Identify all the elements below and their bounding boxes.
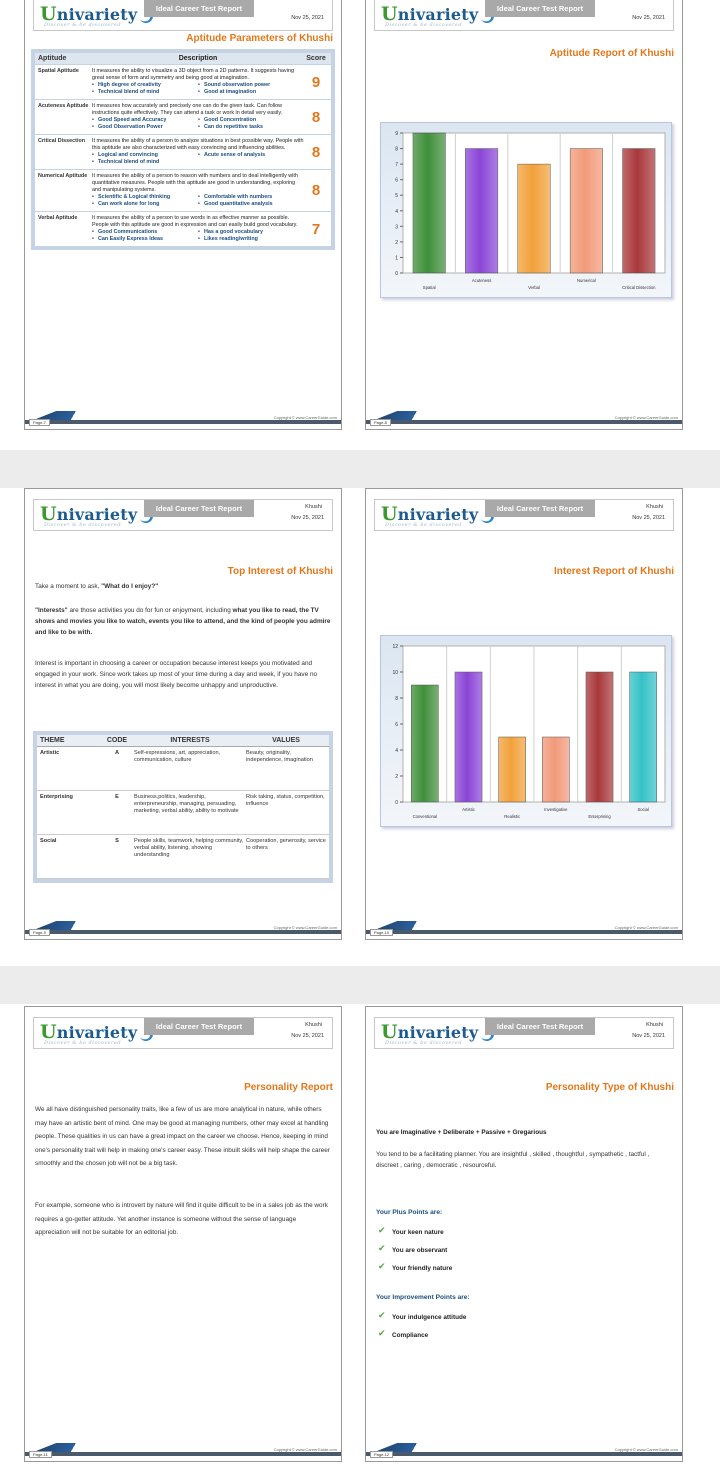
page-title: Aptitude Parameters of Khushi xyxy=(186,33,333,44)
interest-table xyxy=(33,731,333,883)
page-footer: Page-9 Copyright © www.CareerGuide.com xyxy=(25,919,341,939)
page-header: Univariety Discover & be discovered Ideal Career Test Report Nov 25, 2021 xyxy=(374,0,674,31)
personality-headline: You are Imaginative + Deliberate + Passive + Gregarious xyxy=(376,1129,547,1136)
aptitude-bullet: • Technical blend of mind xyxy=(92,159,198,166)
aptitude-bullet: • Scientific & Logical thinking xyxy=(92,194,198,201)
table-row xyxy=(35,169,331,211)
page-12 xyxy=(365,1006,683,1462)
aptitude-bullet: • Likes reading/writing xyxy=(198,236,304,243)
interest-bar-chart xyxy=(381,636,673,826)
page-header xyxy=(33,0,333,31)
aptitude-score: 7 xyxy=(311,220,321,238)
bar xyxy=(586,672,613,802)
aptitude-bullet: • Can do repetitive tasks xyxy=(198,124,304,131)
bar xyxy=(623,149,655,273)
page-title: Aptitude Report of Khushi xyxy=(549,48,674,59)
aptitude-score: 8 xyxy=(311,143,321,161)
y-tick-label: 7 xyxy=(395,162,398,169)
aptitude-bullet: • Good Speed and Accuracy xyxy=(92,117,198,124)
student-name: Khushi xyxy=(305,504,322,510)
y-tick-label: 5 xyxy=(395,193,398,200)
aptitude-name: Spatial Aptitude xyxy=(38,68,79,74)
page-title: Personality Type of Khushi xyxy=(545,1082,674,1093)
personality-description: You tend to be a facilitating planner. You are insightful , skilled , thoughtful , sympathetic , tactful , discreet , caring , democratic , resourceful. xyxy=(376,1151,650,1169)
y-tick-label: 1 xyxy=(395,255,398,262)
interest-para-2: Interest is important in choosing a career or occupation because interest keeps you motivated and engaged in your work. Since work takes up most of your time during a day and week, if you have no interest in what you are doing, you will most likely become unhappy and unproductive. xyxy=(35,660,318,689)
page-number: Page-7 xyxy=(29,419,50,426)
y-tick-label: 0 xyxy=(395,271,398,277)
personality-para-2: For example, someone who is introvert by nature will find it quite difficult to be in a sales job as the work requires a go-getter attitude. Yet another instance is someone without the sense of language appreciation will not be suitable for an editorial job. xyxy=(35,1202,328,1236)
aptitude-description: It measures the ability of a person to reason with numbers and to deal intelligently with quantitative measures. People with this aptitude are good in understanding, exploring and manipulating systems. • Scientific & Logical thinking • Comfortable with numbers • Can work alone for long • Good quantitative analysis xyxy=(92,173,304,208)
aptitude-bullet: • High degree of creativity xyxy=(92,82,198,89)
page-title: Personality Report xyxy=(244,1082,333,1093)
y-tick-label: 3 xyxy=(395,224,398,231)
page-9 xyxy=(24,488,342,940)
y-tick-label: 2 xyxy=(395,774,398,780)
check-item: ✔ You are observant xyxy=(376,1245,672,1256)
improvement-points-list xyxy=(376,1312,672,1348)
x-tick-label: Enterprising xyxy=(588,814,611,819)
x-tick-label: Spatial xyxy=(422,285,436,290)
y-tick-label: 10 xyxy=(392,670,398,676)
page-header: Univariety Discover & be discovered Ideal Career Test Report Khushi Nov 25, 2021 xyxy=(374,499,674,531)
theme-cell: Enterprising xyxy=(40,794,73,800)
bar xyxy=(465,149,497,273)
interests-cell: Business,politics, leadership, enterpreneurship, managing, persuading, marketing, verbal ability, ability to motivate xyxy=(134,794,239,814)
aptitude-score: 8 xyxy=(311,108,321,126)
page-title: Top Interest of Khushi xyxy=(227,566,333,577)
x-tick-label: Investigative xyxy=(544,807,568,812)
bar xyxy=(630,672,657,802)
tagline: Discover & be discovered xyxy=(44,22,122,28)
code-cell: A xyxy=(114,750,120,756)
table-row xyxy=(37,747,329,791)
table-row xyxy=(37,791,329,835)
interest-chart xyxy=(380,635,672,827)
bar xyxy=(499,737,526,802)
y-tick-label: 12 xyxy=(392,644,398,650)
aptitude-bullet: • Comfortable with numbers xyxy=(198,194,304,201)
bar xyxy=(542,737,569,802)
univariety-logo: Univariety xyxy=(381,1021,494,1043)
aptitude-name: Acuteness Aptitude xyxy=(38,103,89,109)
plus-points-list xyxy=(376,1227,672,1281)
aptitude-bullet: • Good Observation Power xyxy=(92,124,198,131)
plus-points-title: Your Plus Points are: xyxy=(376,1209,443,1216)
x-tick-label: Critical Dissection xyxy=(622,285,656,290)
improvement-points-title: Your Improvement Points are: xyxy=(376,1294,470,1301)
aptitude-bullet: • Logical and convincing xyxy=(92,152,198,159)
table-row xyxy=(35,134,331,169)
y-tick-label: 6 xyxy=(395,177,398,184)
x-tick-label: Verbal xyxy=(528,285,540,290)
aptitude-bullet: • Good Communications xyxy=(92,229,198,236)
univariety-logo: Univariety xyxy=(40,3,153,25)
page-footer: Page-10 Copyright © www.CareerGuide.com xyxy=(366,919,682,939)
check-item: ✔ Your keen nature xyxy=(376,1227,672,1238)
interests-cell: Self-expressions, art, appreciation, communication, culture xyxy=(134,750,221,763)
y-tick-label: 4 xyxy=(395,748,398,754)
page-separator xyxy=(0,450,720,488)
aptitude-chart xyxy=(380,122,672,298)
univariety-logo: Univariety xyxy=(40,1021,153,1043)
x-tick-label: Acuteness xyxy=(471,278,492,283)
aptitude-score: 9 xyxy=(311,73,321,91)
table-row xyxy=(37,835,329,879)
code-cell: E xyxy=(115,794,119,800)
aptitude-name: Numerical Aptitude xyxy=(38,173,88,179)
table-header: THEME CODE INTERESTS VALUES xyxy=(37,735,329,747)
x-tick-label: Numerical xyxy=(576,278,596,283)
aptitude-bar-chart xyxy=(381,123,673,297)
page-footer: Page-12 Copyright © www.CareerGuide.com xyxy=(366,1441,682,1461)
table-row xyxy=(35,99,331,134)
report-date: Nov 25, 2021 xyxy=(291,15,324,21)
aptitude-bullet: • Good Concentration xyxy=(198,117,304,124)
page-separator xyxy=(0,966,720,1004)
page-10 xyxy=(365,488,683,940)
bar xyxy=(518,164,550,273)
personality-para-1: We all have distinguished personality traits, like a few of us are more analytical in nature, while others may have an artistic bent of mind. One may be good at managing numbers, other may excel at handling people. These qualities in us can have a great impact on the career we choose. Hence, keeping in mind one's personality trait will help in making one's career easy. These inbuilt skills will help shape the career smoothly and the chosen job will not be a big task. xyxy=(35,1106,330,1167)
aptitude-description: It measures the ability to visualize a 3D object from a 2D patterns. It suggests having great sense of form and symmetry and being good at imagination. • High degree of creativity • Sound observation power • Technical blend of mind • Good at imagination xyxy=(92,68,304,96)
page-8 xyxy=(365,0,683,430)
aptitude-bullet: • Good at imagination xyxy=(198,89,304,96)
values-cell: Beauty, originality, independence, imagination xyxy=(246,750,313,763)
page-footer: Page-8 Copyright © www.CareerGuide.com xyxy=(366,409,682,429)
x-tick-label: Social xyxy=(637,807,649,812)
page-footer xyxy=(25,409,341,429)
aptitude-bullet: • Can work alone for long xyxy=(92,201,198,208)
x-tick-label: Realistic xyxy=(504,814,521,819)
bar xyxy=(455,672,482,802)
check-item: ✔ Compliance xyxy=(376,1330,672,1341)
code-cell: S xyxy=(115,838,119,844)
aptitude-name: Verbal Aptitude xyxy=(38,215,78,221)
x-tick-label: Artistic xyxy=(462,807,475,812)
aptitude-score: 8 xyxy=(311,182,321,199)
y-tick-label: 9 xyxy=(395,131,398,137)
table-header: Aptitude Description Score xyxy=(35,53,331,64)
table-row xyxy=(35,64,331,99)
y-tick-label: 6 xyxy=(395,722,398,728)
univariety-logo: Univariety xyxy=(40,503,153,525)
page-title: Interest Report of Khushi xyxy=(553,566,674,577)
check-item: ✔ Your indulgence attitude xyxy=(376,1312,672,1323)
copyright: Copyright © www.CareerGuide.com xyxy=(273,415,337,420)
values-cell: Cooperation, generosity, service to others xyxy=(246,838,326,851)
aptitude-bullet: • Good quantitative analysis xyxy=(198,201,304,208)
univariety-logo: Univariety xyxy=(381,503,494,525)
interest-para-1: "Interests" are those activities you do for fun or enjoyment, including what you like to read, the TV shows and movies you like to watch, events you like to attend, and the kind of people you admire and like to be with. xyxy=(35,607,331,636)
y-tick-label: 0 xyxy=(395,800,398,806)
y-tick-label: 8 xyxy=(395,146,398,153)
page-footer: Page-11 Copyright © www.CareerGuide.com xyxy=(25,1441,341,1461)
aptitude-bullet: • Sound observation power xyxy=(198,82,304,89)
aptitude-description: It measures the ability of a person to analyze situations in best possible way. People with this aptitude are also characterized with easy convincing and influencing abilities. • Logical and convincing • Acute sense of analysis • Technical blend of mind xyxy=(92,138,304,166)
theme-cell: Artistic xyxy=(40,750,60,756)
bar xyxy=(413,133,445,273)
univariety-logo: Univariety xyxy=(381,3,494,25)
aptitude-bullet: • Acute sense of analysis xyxy=(198,152,304,159)
page-header: Univariety Discover & be discovered Ideal Career Test Report Khushi Nov 25, 2021 xyxy=(33,499,333,531)
bar xyxy=(411,685,438,802)
aptitude-bullet: • Has a good vocabulary xyxy=(198,229,304,236)
aptitude-description: It measures the ability of a person to use words in as effective manner as possible. People with this aptitude are good in expression and can easily build good vocabulary. • Good Communications • Has a good vocabulary • Can Easily Express Ideas • Likes reading/writing xyxy=(92,215,304,243)
theme-cell: Social xyxy=(40,838,57,844)
table-row xyxy=(35,211,331,246)
aptitude-description: It measures how accurately and precisely one can do the given task. Can follow instructions quite effectively. They can attend a task or work in detail very easily. • Good Speed and Accuracy • Good Concentration • Good Observation Power • Can do repetitive tasks xyxy=(92,103,304,131)
page-11 xyxy=(24,1006,342,1462)
page-header: Univariety Discover & be discovered Ideal Career Test Report Khushi Nov 25, 2021 xyxy=(374,1017,674,1049)
interest-intro: Take a moment to ask, "What do I enjoy?" xyxy=(35,583,159,590)
check-item: ✔ Your friendly nature xyxy=(376,1263,672,1274)
y-tick-label: 8 xyxy=(395,696,398,702)
aptitude-name: Critical Dissection xyxy=(38,138,86,144)
report-title: Ideal Career Test Report xyxy=(144,0,254,17)
aptitude-bullet: • Technical blend of mind xyxy=(92,89,198,96)
aptitude-bullet: • Can Easily Express Ideas xyxy=(92,236,198,243)
page-header: Univariety Discover & be discovered Ideal Career Test Report Khushi Nov 25, 2021 xyxy=(33,1017,333,1049)
values-cell: Risk taking, status, competition, influence xyxy=(246,794,325,807)
page-7 xyxy=(24,0,342,430)
x-tick-label: Conventional xyxy=(412,814,438,819)
bar xyxy=(570,149,602,273)
aptitude-table xyxy=(31,49,335,250)
y-tick-label: 4 xyxy=(395,208,398,215)
y-tick-label: 2 xyxy=(395,239,398,246)
interests-cell: People skills, teamwork, helping community, verbal ability, listening, showing understanding xyxy=(134,838,244,858)
